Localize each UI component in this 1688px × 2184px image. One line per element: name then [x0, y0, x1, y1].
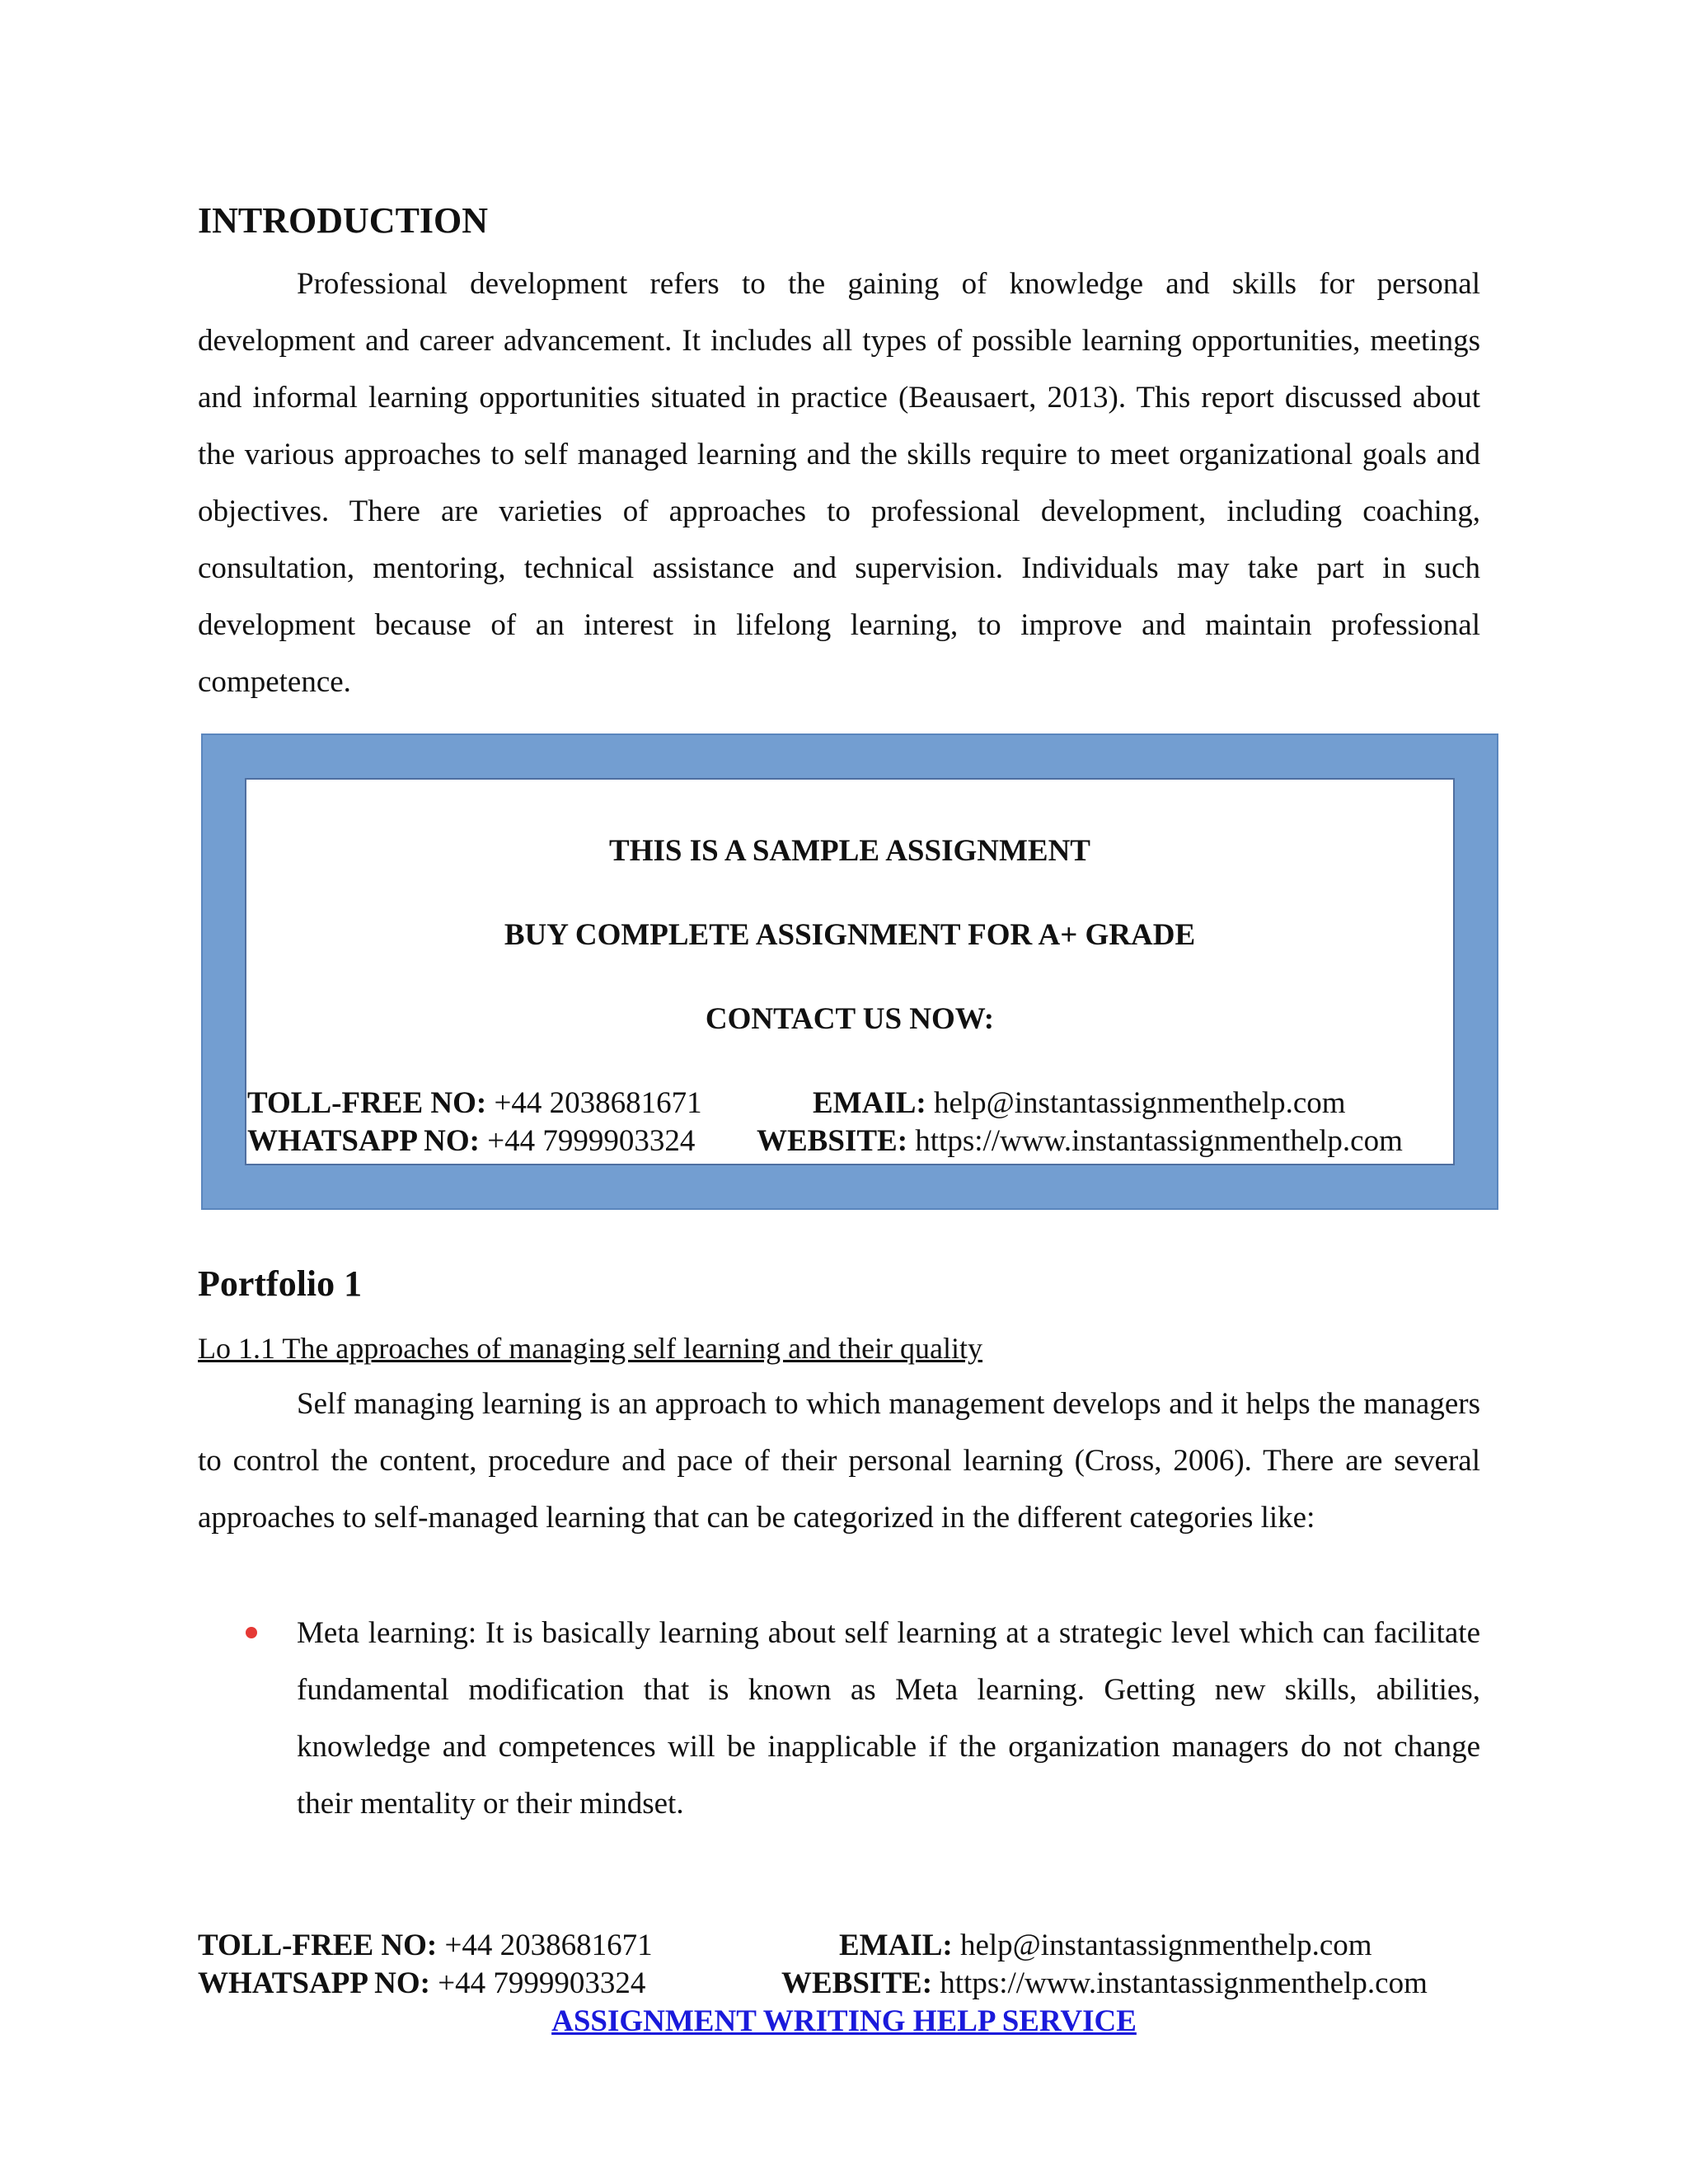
- promo-website: [757, 1126, 1403, 1156]
- promo-sample-notice: THIS IS A SAMPLE ASSIGNMENT: [609, 834, 1090, 868]
- promo-buy-notice: BUY COMPLETE ASSIGNMENT FOR A+ GRADE: [504, 918, 1196, 952]
- promo-whatsapp: [247, 1126, 695, 1156]
- bullet-item: Meta learning: It is basically learning about self learning at a strategic level which can facilitate fundamental modification that is known as Meta learning. Getting new skills, abilities, knowledge and competences will be inapplicable if the organization managers do not change their mentality or their mindset.: [297, 1616, 1480, 1821]
- footer-website-value[interactable]: https://www.instantassignmenthelp.com: [940, 1966, 1428, 2000]
- footer-email: [839, 1930, 1372, 1961]
- footer-website-label: WEBSITE:: [781, 1966, 933, 2000]
- portfolio-paragraph: Self managing learning is an approach to which management develops and it helps the managers to control the content, procedure and pace of their personal learning (Cross, 2006). There are several approaches to self-managed learning that can be categorized in the different categories like:: [198, 1387, 1480, 1535]
- footer-whatsapp-value[interactable]: +44 7999903324: [438, 1966, 646, 2000]
- promo-email-label: EMAIL:: [813, 1086, 926, 1120]
- portfolio-heading: Portfolio 1: [198, 1263, 363, 1304]
- promo-website-value[interactable]: https://www.instantassignmenthelp.com: [915, 1124, 1403, 1158]
- footer-website: [781, 1968, 1428, 1999]
- bullet-icon: [246, 1627, 257, 1638]
- promo-email: [813, 1088, 1346, 1118]
- introduction-paragraph: Professional development refers to the gaining of knowledge and skills for personal development and career advancement. It includes all types of possible learning opportunities, meetings and informal learning opportunities situated in practice (Beausaert, 2013). This report discussed about the various approaches to self managed learning and the skills require to meet organizational goals and objectives. There are varieties of approaches to professional development, including coaching, consultation, mentoring, technical assistance and supervision. Individuals may take part in such development because of an interest in lifelong learning, to improve and maintain professional competence.: [198, 267, 1480, 699]
- footer-email-value[interactable]: help@instantassignmenthelp.com: [959, 1929, 1372, 1962]
- service-link[interactable]: ASSIGNMENT WRITING HELP SERVICE: [551, 2004, 1137, 2038]
- promo-whatsapp-value[interactable]: +44 7999903324: [487, 1124, 696, 1158]
- footer-tollfree-label: TOLL-FREE NO:: [198, 1929, 438, 1962]
- promo-email-value[interactable]: help@instantassignmenthelp.com: [933, 1086, 1346, 1120]
- promo-tollfree-value[interactable]: +44 2038681671: [494, 1086, 702, 1120]
- footer-whatsapp-label: WHATSAPP NO:: [198, 1966, 430, 2000]
- footer-tollfree: [198, 1930, 653, 1961]
- promo-tollfree: [247, 1088, 702, 1118]
- introduction-heading: INTRODUCTION: [198, 200, 489, 241]
- promo-website-label: WEBSITE:: [757, 1124, 908, 1158]
- footer-tollfree-value[interactable]: +44 2038681671: [444, 1929, 653, 1962]
- footer-whatsapp: [198, 1968, 645, 1999]
- portfolio-subheading: Lo 1.1 The approaches of managing self learning and their quality: [198, 1332, 983, 1365]
- promo-whatsapp-label: WHATSAPP NO:: [247, 1124, 480, 1158]
- promo-contact-heading: CONTACT US NOW:: [705, 1002, 995, 1036]
- promo-tollfree-label: TOLL-FREE NO:: [247, 1086, 487, 1120]
- footer-email-label: EMAIL:: [839, 1929, 953, 1962]
